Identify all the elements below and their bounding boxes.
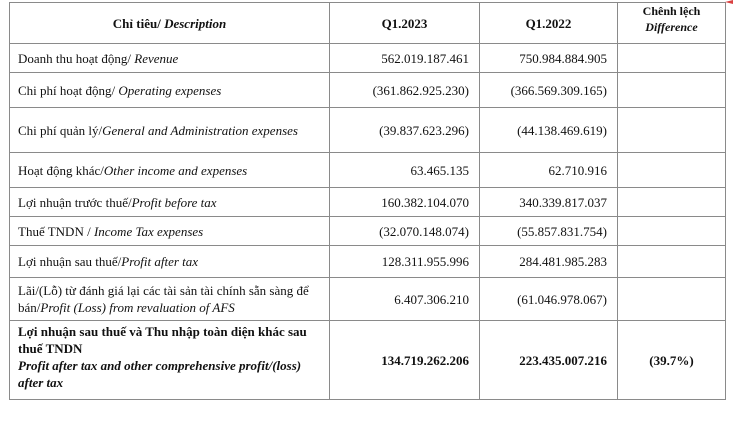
table-row bbox=[10, 217, 726, 246]
total-row bbox=[10, 321, 726, 400]
row-description-vi: Thuế TNDN / bbox=[18, 223, 94, 239]
row-description-en: Income Tax expenses bbox=[93, 223, 204, 239]
row-description-vi: Hoạt động khác/ bbox=[18, 162, 104, 178]
row-q2022: (61.046.978.067) bbox=[480, 278, 618, 321]
row-description-en: Profit before tax bbox=[131, 194, 217, 210]
financial-table bbox=[9, 2, 726, 400]
row-q2023: (39.837.623.296) bbox=[330, 108, 480, 153]
total-description-en: Profit after tax and other comprehensive profit/(loss) after tax bbox=[18, 358, 302, 390]
row-q2023: 63.465.135 bbox=[330, 153, 480, 188]
total-q2022: 223.435.007.216 bbox=[480, 321, 618, 400]
row-difference bbox=[618, 73, 726, 108]
table-row bbox=[10, 73, 726, 108]
corner-mark-icon bbox=[725, 0, 733, 12]
header-difference-en: Difference bbox=[645, 20, 698, 34]
row-description-en: Profit after tax bbox=[121, 254, 199, 269]
header-description bbox=[10, 3, 330, 44]
row-q2022: 750.984.884.905 bbox=[480, 44, 618, 73]
row-description-vi: Lãi/(Lỗ) từ đánh giá lại các tài sản tài chính sẵn sàng để bán/ bbox=[18, 283, 309, 315]
row-q2022: (366.569.309.165) bbox=[480, 73, 618, 108]
row-q2023: 6.407.306.210 bbox=[330, 278, 480, 321]
row-description-vi: Lợi nhuận sau thuế/ bbox=[18, 254, 122, 269]
row-description bbox=[10, 278, 330, 321]
row-description bbox=[10, 188, 330, 217]
row-difference bbox=[618, 278, 726, 321]
table-row bbox=[10, 246, 726, 278]
row-difference bbox=[618, 44, 726, 73]
header-difference-vi: Chênh lệch bbox=[642, 4, 701, 18]
row-description bbox=[10, 108, 330, 153]
row-description bbox=[10, 44, 330, 73]
row-q2022: 284.481.985.283 bbox=[480, 246, 618, 278]
header-difference bbox=[618, 3, 726, 44]
total-q2023: 134.719.262.206 bbox=[330, 321, 480, 400]
row-q2023: (32.070.148.074) bbox=[330, 217, 480, 246]
row-difference bbox=[618, 246, 726, 278]
header-row bbox=[10, 3, 726, 44]
row-q2022: 340.339.817.037 bbox=[480, 188, 618, 217]
header-q2022: Q1.2022 bbox=[480, 3, 618, 44]
row-description-en: General and Administration expenses bbox=[102, 122, 298, 138]
row-q2023: (361.862.925.230) bbox=[330, 73, 480, 108]
row-q2022: (44.138.469.619) bbox=[480, 108, 618, 153]
header-q2023: Q1.2023 bbox=[330, 3, 480, 44]
row-description-vi: Lợi nhuận trước thuế/ bbox=[18, 194, 132, 210]
total-difference: (39.7%) bbox=[618, 321, 726, 400]
row-q2022: 62.710.916 bbox=[480, 153, 618, 188]
row-difference bbox=[618, 217, 726, 246]
row-q2023: 160.382.104.070 bbox=[330, 188, 480, 217]
row-q2023: 128.311.955.996 bbox=[330, 246, 480, 278]
row-q2022: (55.857.831.754) bbox=[480, 217, 618, 246]
row-description-vi: Doanh thu hoạt động/ bbox=[18, 50, 135, 66]
row-difference bbox=[618, 108, 726, 153]
row-description bbox=[10, 153, 330, 188]
total-description bbox=[10, 321, 330, 400]
header-description-vi: Chỉ tiêu/ bbox=[112, 15, 165, 31]
row-description bbox=[10, 217, 330, 246]
table-row bbox=[10, 44, 726, 73]
row-q2023: 562.019.187.461 bbox=[330, 44, 480, 73]
row-description bbox=[10, 73, 330, 108]
table-row bbox=[10, 153, 726, 188]
table-row bbox=[10, 188, 726, 217]
row-description-vi: Chi phí hoạt động/ bbox=[18, 82, 119, 98]
row-difference bbox=[618, 153, 726, 188]
row-description-en: Revenue bbox=[134, 50, 179, 66]
row-description-en: Other income and expenses bbox=[103, 162, 248, 178]
row-difference bbox=[618, 188, 726, 217]
table-row bbox=[10, 108, 726, 153]
row-description-en: Profit (Loss) from revaluation of AFS bbox=[40, 300, 235, 315]
row-description bbox=[10, 246, 330, 278]
row-description-vi: Chi phí quản lý/ bbox=[18, 122, 103, 138]
row-description-en: Operating expenses bbox=[118, 82, 222, 98]
header-description-en: Description bbox=[164, 15, 227, 31]
table-row bbox=[10, 278, 726, 321]
total-description-vi: Lợi nhuận sau thuế và Thu nhập toàn diện khác sau thuế TNDN bbox=[18, 324, 307, 356]
